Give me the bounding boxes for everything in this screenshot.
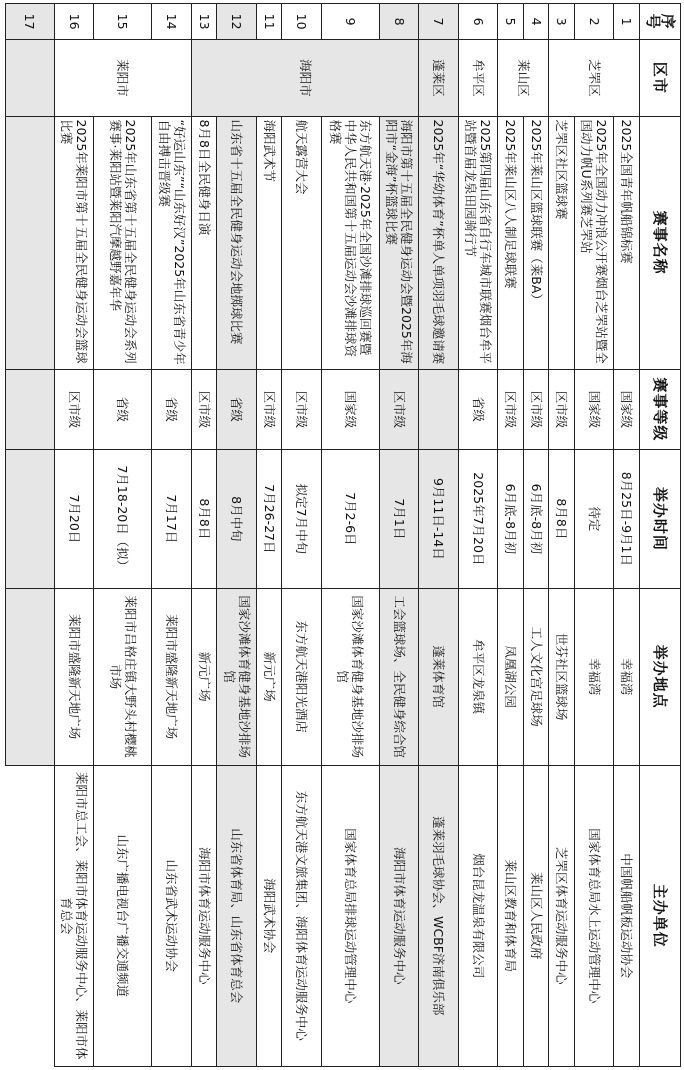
cell-host: 海阳市体育运动服务中心 (191, 765, 217, 1066)
header-place: 举办地点 (640, 588, 681, 765)
cell-host: 蓬莱羽毛球协会、WCBF济南俱乐部 (419, 765, 458, 1066)
cell-no: 12 (217, 4, 256, 40)
cell-time: 7月17日 (152, 450, 191, 589)
cell-level: 区市级 (380, 369, 419, 449)
cell-no: 11 (256, 4, 282, 40)
cell-time: 8月25日-9月1日 (614, 450, 640, 589)
cell-place: 新元广场 (256, 588, 282, 765)
cell-time: 6月底-8月初 (498, 450, 524, 589)
cell-place: 莱阳市盛隆新天地广场 (54, 588, 93, 765)
cell-no: 6 (458, 4, 497, 40)
cell-time: 9月11日-14日 (419, 450, 458, 589)
cell-level: 国家级 (575, 369, 614, 449)
cell-name: 海阳武术节 (256, 116, 282, 369)
cell-place: 牟平区龙泉镇 (458, 588, 497, 765)
cell-host: 烟台昆龙温泉有限公司 (458, 765, 497, 1066)
header-level: 赛事等级 (640, 369, 681, 449)
cell-host: 莱山区人民政府 (523, 765, 549, 1066)
cell-name: 东方航天港·2025年全国沙滩排球巡回赛暨中华人民共和国第十五届运动会沙滩排球资格赛 (321, 116, 379, 369)
cell-level: 区市级 (191, 369, 217, 449)
cell-place: 幸福湾 (614, 588, 640, 765)
cell-place: 工会篮球场、全民健身综合馆 (380, 588, 419, 765)
table-row (152, 4, 191, 1067)
cell-host: 山东广播电视台广播交通频道 (94, 765, 152, 1066)
cell-no: 1 (614, 4, 640, 40)
header-district: 区市 (640, 40, 681, 116)
table-row (217, 4, 256, 1067)
header-host: 主办单位 (640, 765, 681, 1066)
table-row (498, 4, 524, 1067)
cell-name: 2025年全国动力冲浪公开赛烟台芝罘站暨全国动力帆U系列赛芝罘站 (575, 116, 614, 369)
cell-name: “好运山东”“山东好汉”2025年山东省青少年自由搏击晋级赛 (152, 116, 191, 369)
cell-level: 省级 (94, 369, 152, 449)
cell-district: 海阳市 (191, 40, 419, 116)
cell-level: 区市级 (282, 369, 321, 449)
cell-place: 莱阳市盛隆新天地广场 (152, 588, 191, 765)
cell-level: 区市级 (549, 369, 575, 449)
cell-district: 牟平区 (458, 40, 497, 116)
cell-place: 凤凰湖公园 (498, 588, 524, 765)
cell-place: 国家沙滩体育健身基地沙排场馆 (217, 588, 256, 765)
table-row (94, 4, 152, 1067)
cell-level: 省级 (217, 369, 256, 449)
cell-no: 15 (94, 4, 152, 40)
cell-host: 山东省体育局、山东省体育总会 (217, 765, 256, 1066)
cell-level: 区市级 (498, 369, 524, 449)
cell-level: 国家级 (321, 369, 379, 449)
cell-host (6, 588, 55, 765)
cell-host: 海阳武术协会 (256, 765, 282, 1066)
cell-level: 区市级 (54, 369, 93, 449)
cell-time: 7月20日 (54, 450, 93, 589)
cell-place: 东方航天港阳光酒店 (282, 588, 321, 765)
table-row (380, 4, 419, 1067)
cell-time: 7月2-6日 (321, 450, 379, 589)
cell-time: 8月8日 (549, 450, 575, 589)
cell-level: 区市级 (523, 369, 549, 449)
cell-time: 8月8日 (191, 450, 217, 589)
table-row (321, 4, 379, 1067)
table-row (282, 4, 321, 1067)
cell-name: 芝罘区社区篮球赛 (549, 116, 575, 369)
header-name: 赛事名称 (640, 116, 681, 369)
cell-time: 7月18-20日（拟） (94, 450, 152, 589)
table-body (6, 4, 640, 1067)
cell-place: 世芬社区篮球场 (549, 588, 575, 765)
cell-level (419, 369, 458, 449)
cell-no: 17 (6, 4, 55, 40)
cell-host: 芝罘区体育运动服务中心 (549, 765, 575, 1066)
cell-name: 2025全国青年帆船锦标赛 (614, 116, 640, 369)
cell-no: 14 (152, 4, 191, 40)
table-row (191, 4, 217, 1067)
header-row (640, 4, 681, 1067)
table-row (614, 4, 640, 1067)
cell-no: 8 (380, 4, 419, 40)
cell-level (6, 116, 55, 369)
cell-time: 7月26-27日 (256, 450, 282, 589)
cell-place: 新元广场 (191, 588, 217, 765)
table-row (523, 4, 549, 1067)
cell-no: 9 (321, 4, 379, 40)
cell-no: 2 (575, 4, 614, 40)
cell-no: 16 (54, 4, 93, 40)
cell-host: 东方航天港文旅集团、海阳体育运动服务中心 (282, 765, 321, 1066)
cell-district: 蓬莱区 (419, 40, 458, 116)
cell-name: 2025年山东省第十五届全民健身运动会系列赛事·莱阳站暨莱阳汽摩越野嘉年华 (94, 116, 152, 369)
event-table (5, 3, 681, 1067)
cell-host: 山东省武术运动协会 (152, 765, 191, 1066)
cell-district: 莱山区 (498, 40, 549, 116)
cell-time: 2025年7月20日 (458, 450, 497, 589)
header-time: 举办时间 (640, 450, 681, 589)
cell-name: 2025第四届山东省自行车城市联赛烟台牟平站暨首届龙泉田园骑行节 (458, 116, 497, 369)
cell-name: 2025年莱山区八人制足球联赛 (498, 116, 524, 369)
table-row (575, 4, 614, 1067)
cell-host: 莱阳市总工会、莱阳市体育运动服务中心、莱阳市体育总会 (54, 765, 93, 1066)
cell-name: 2025年“华幼体育”杯单人单项羽毛球邀请赛 (419, 116, 458, 369)
cell-level: 区市级 (256, 369, 282, 449)
cell-place: 莱阳市吕格庄镇大野头村樱桃市场 (94, 588, 152, 765)
cell-place: 蓬莱体育馆 (419, 588, 458, 765)
cell-time: 待定 (575, 450, 614, 589)
cell-no: 7 (419, 4, 458, 40)
cell-level: 省级 (152, 369, 191, 449)
cell-name: 航天露营大会 (282, 116, 321, 369)
cell-host: 海阳市体育运动服务中心 (380, 765, 419, 1066)
cell-host: 国家体育总局水上运动管理中心 (575, 765, 614, 1066)
table-row (6, 4, 55, 1067)
table-row (54, 4, 93, 1067)
table-row (549, 4, 575, 1067)
table-row (458, 4, 497, 1067)
cell-host: 中国帆船帆板运动协会 (614, 765, 640, 1066)
cell-time: 8月中旬 (217, 450, 256, 589)
cell-place: 工人文化宫足球场 (523, 588, 549, 765)
cell-host: 国家体育总局排球运动管理中心 (321, 765, 379, 1066)
cell-no: 10 (282, 4, 321, 40)
cell-name: 2025年莱阳市第十五届全民健身运动会篮球比赛 (54, 116, 93, 369)
cell-no: 13 (191, 4, 217, 40)
table-row (419, 4, 458, 1067)
cell-time: 拟定7月中旬 (282, 450, 321, 589)
cell-time: 6月底-8月初 (523, 450, 549, 589)
cell-district: 芝罘区 (549, 40, 640, 116)
cell-name: 8月8日全民健身日演 (191, 116, 217, 369)
cell-name: 山东省十五届全民健身运动会地掷球比赛 (217, 116, 256, 369)
cell-name (6, 40, 55, 116)
table-row (256, 4, 282, 1067)
cell-no: 3 (549, 4, 575, 40)
cell-level: 国家级 (614, 369, 640, 449)
cell-time: 7月1日 (380, 450, 419, 589)
cell-name: 2025年莱山区篮球联赛（莱BA） (523, 116, 549, 369)
cell-host: 莱山区教育和体育局 (498, 765, 524, 1066)
cell-district: 莱阳市 (54, 40, 191, 116)
cell-no: 4 (523, 4, 549, 40)
cell-name: 海阳市第十五届全民健身运动会暨2025年海阳市“金海”杯篮球比赛 (380, 116, 419, 369)
cell-place: 国家沙滩体育健身基地沙排场馆 (321, 588, 379, 765)
header-no: 序号 (640, 4, 681, 40)
cell-level: 省级 (458, 369, 497, 449)
cell-no: 5 (498, 4, 524, 40)
cell-place (6, 450, 55, 589)
cell-time (6, 369, 55, 449)
cell-place: 幸福湾 (575, 588, 614, 765)
